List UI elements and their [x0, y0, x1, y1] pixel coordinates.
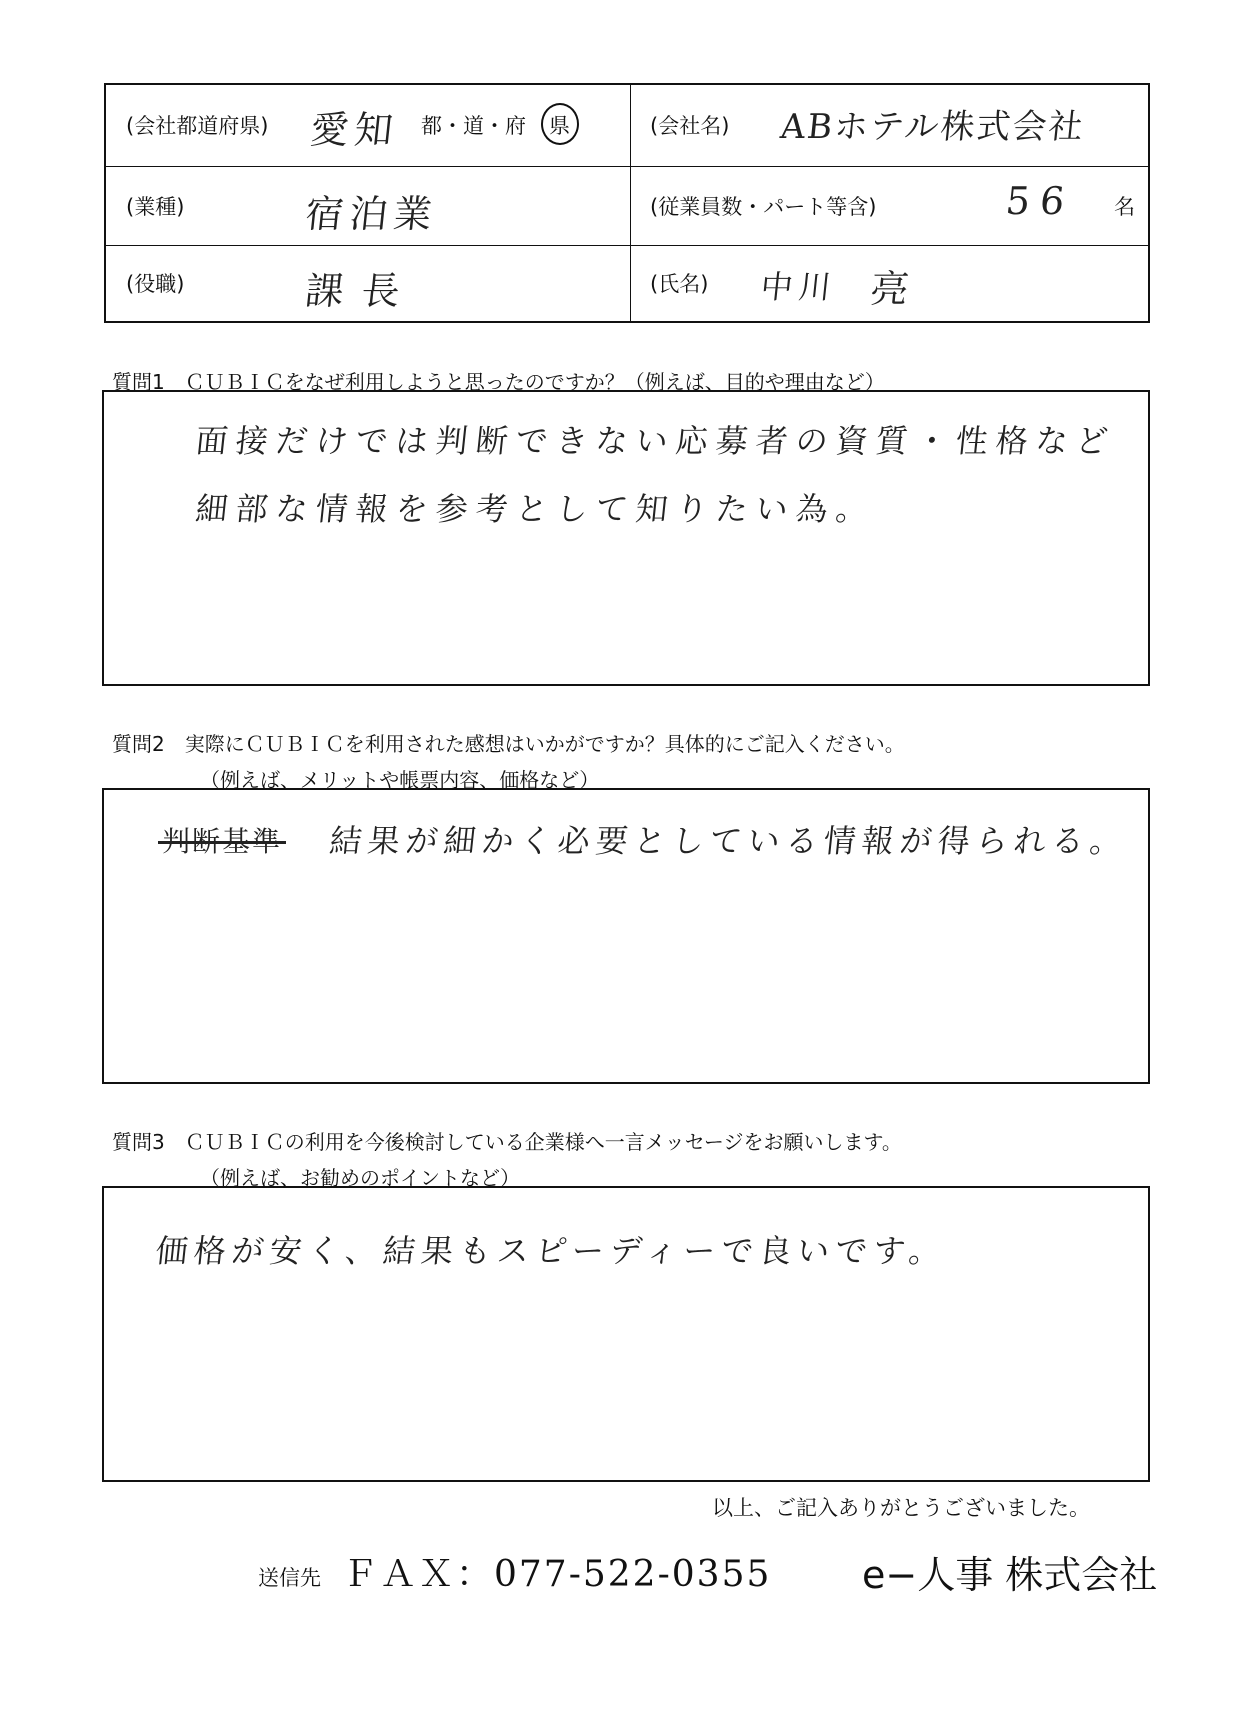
info-row-prefecture-company	[106, 85, 1148, 167]
employees-label: (従業員数・パート等含)	[650, 195, 877, 219]
company-label: (会社名)	[650, 114, 730, 138]
name-given-value: 亮	[868, 267, 917, 311]
industry-value: 宿泊業	[303, 192, 440, 236]
question-2-struck-text: 判断基準	[162, 820, 282, 860]
column-divider	[630, 167, 631, 245]
question-2-answer-line-1: 結果が細かく必要としている情報が得られる。	[327, 822, 1130, 860]
question-3-subheading: （例えば、お勧めのポイントなど）	[200, 1166, 520, 1190]
position-label: (役職)	[126, 272, 185, 296]
position-value: 課長	[303, 269, 420, 313]
respondent-info-table	[104, 83, 1150, 323]
question-2-heading: 質問2 実際にＣＵＢＩＣを利用された感想はいかがですか？具体的にご記入ください。	[112, 732, 905, 756]
question-3-answer-line-1: 価格が安く、結果もスピーディーで良いです。	[153, 1232, 949, 1270]
question-1-answer-line-2: 細部な情報を参考として知りたい為。	[193, 490, 878, 528]
send-to-label: 送信先	[258, 1566, 321, 1590]
prefecture-value: 愛知	[308, 108, 401, 152]
prefecture-suffix-options: 都・道・府	[421, 114, 526, 138]
name-label: (氏名)	[650, 272, 709, 296]
fax-number: ＦＡＸ：077-522-0355	[342, 1554, 772, 1595]
name-family-value: 中川	[758, 268, 839, 306]
prefecture-selected-option: 県	[549, 114, 570, 138]
column-divider	[630, 246, 631, 323]
column-divider	[630, 85, 631, 166]
question-1-heading: 質問1 ＣＵＢＩＣをなぜ利用しようと思ったのですか？（例えば、目的や理由など）	[112, 370, 885, 394]
info-row-industry-employees	[106, 167, 1148, 246]
question-3-answer-box	[102, 1186, 1150, 1482]
question-1-answer-box	[102, 390, 1150, 686]
employees-unit: 名	[1114, 195, 1135, 219]
company-name-footer: e−人事 株式会社	[862, 1553, 1158, 1597]
question-3-heading: 質問3 ＣＵＢＩＣの利用を今後検討している企業様へ一言メッセージをお願いします。	[112, 1130, 902, 1154]
employees-value: 56	[1003, 179, 1077, 223]
company-value: ABホテル株式会社	[778, 107, 1087, 147]
question-2-answer-box	[102, 788, 1150, 1084]
prefecture-label: (会社都道府県)	[126, 114, 269, 138]
industry-label: (業種)	[126, 195, 185, 219]
info-row-position-name	[106, 246, 1148, 323]
closing-thanks: 以上、ご記入ありがとうございました。	[712, 1496, 1090, 1520]
question-2-subheading: （例えば、メリットや帳票内容、価格など）	[200, 768, 600, 792]
question-1-answer-line-1: 面接だけでは判断できない応募者の資質・性格など	[193, 422, 1118, 460]
